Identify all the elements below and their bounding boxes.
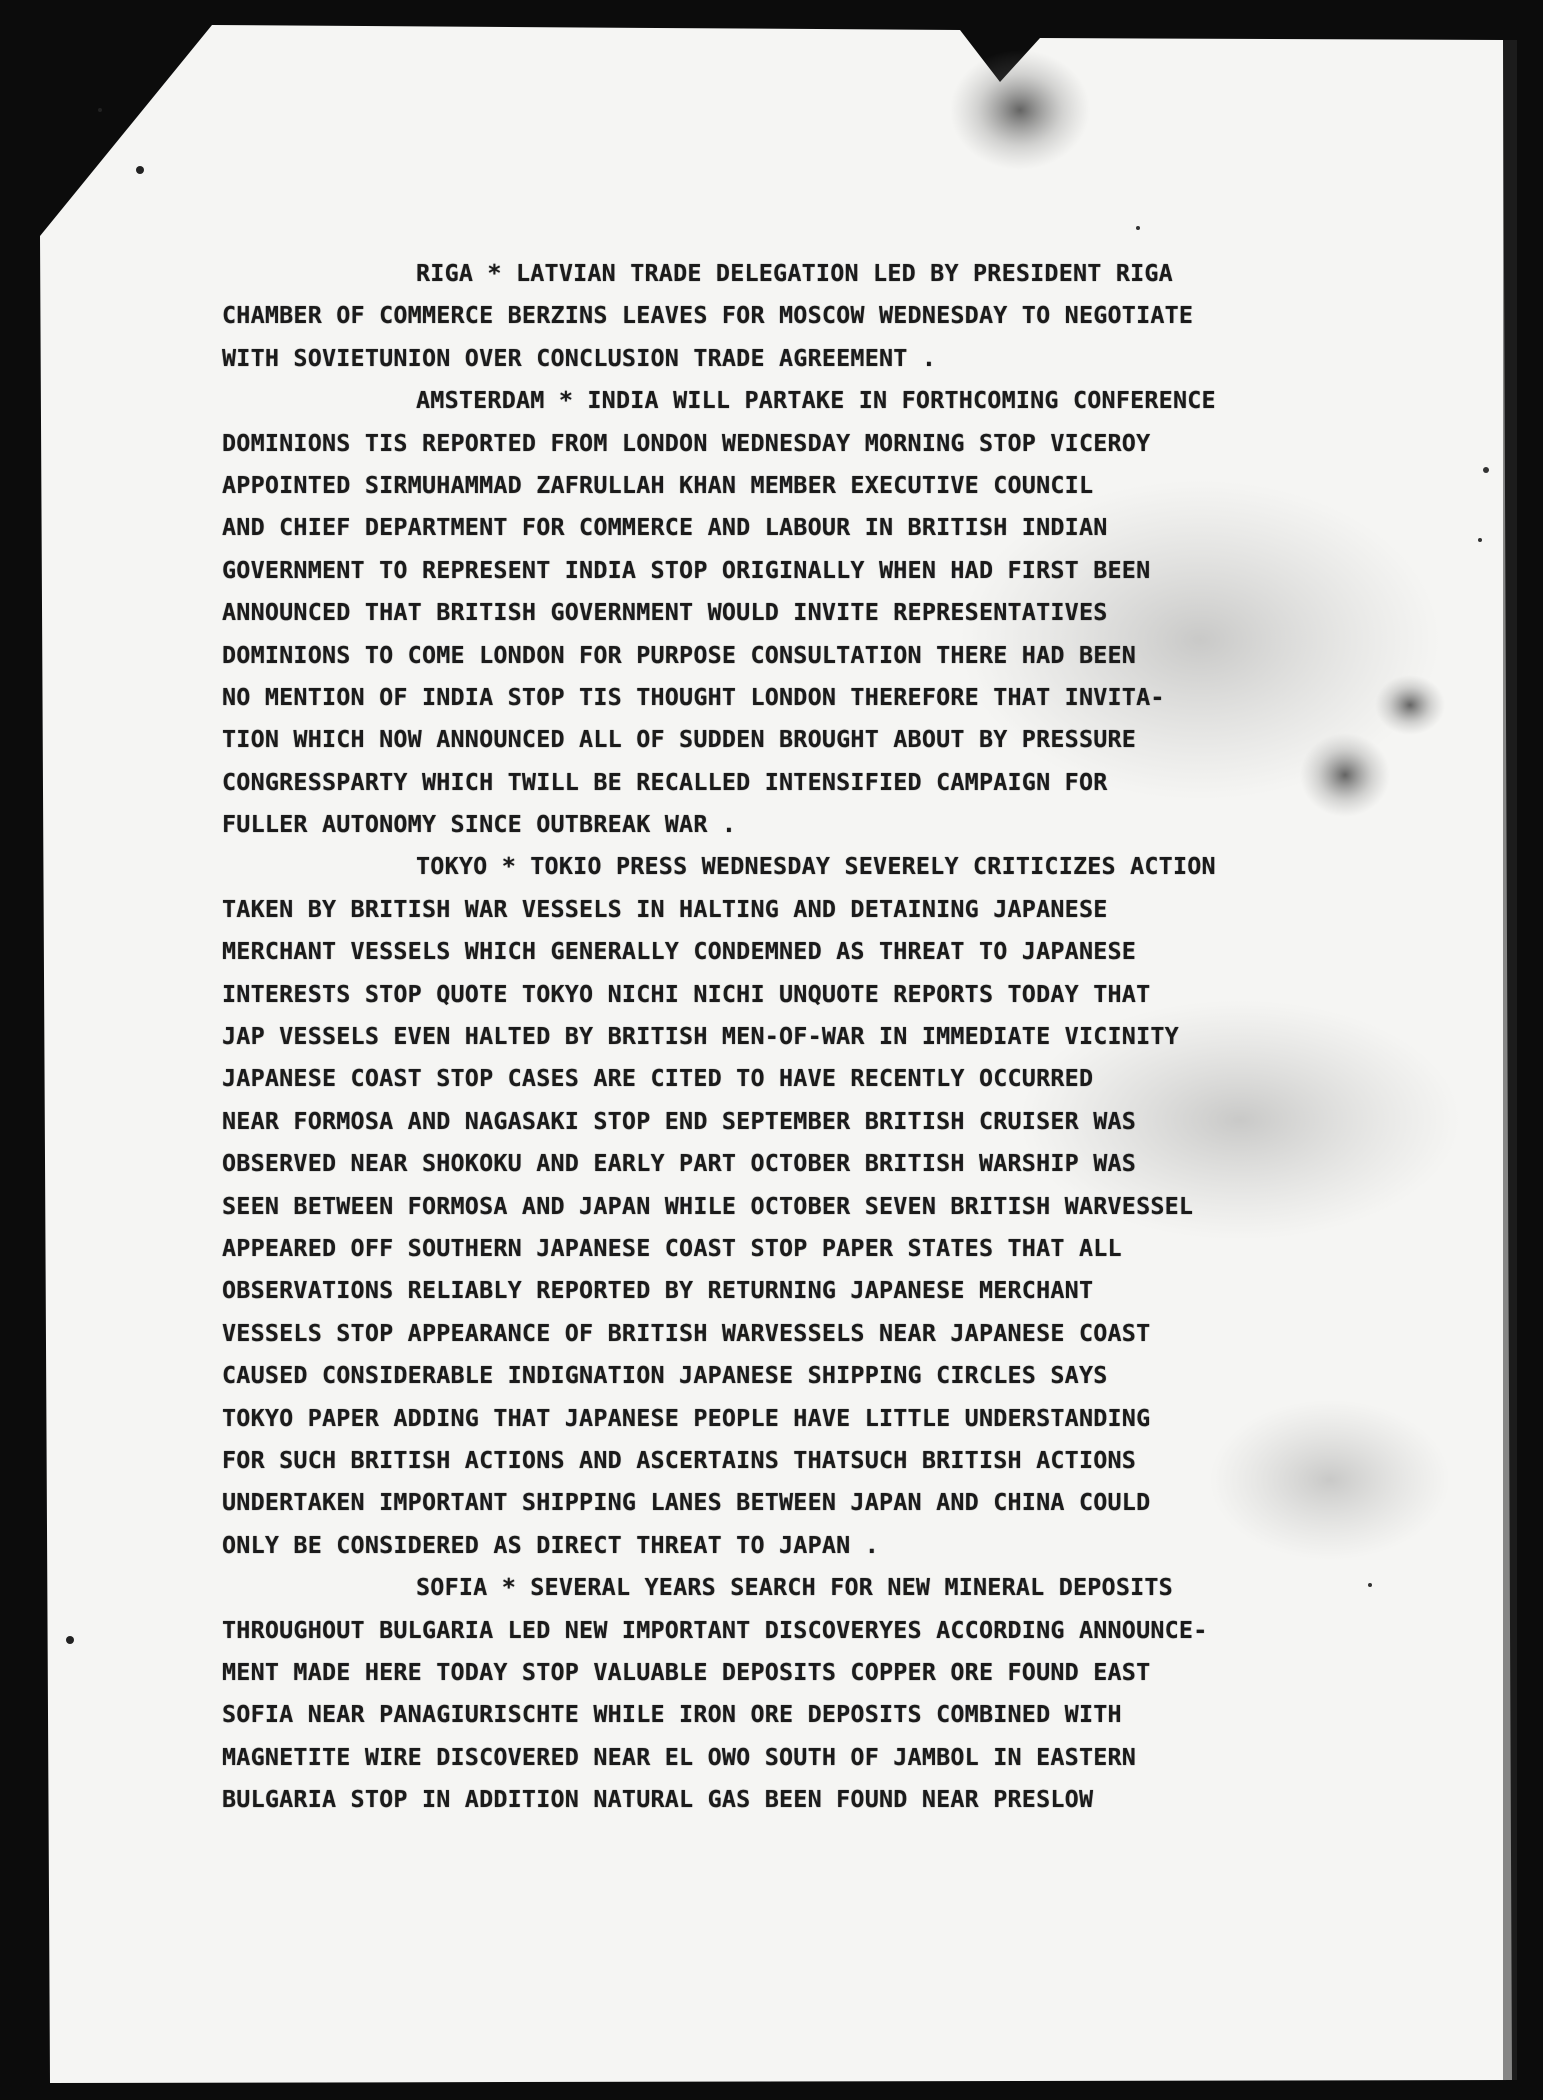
typewritten-body xyxy=(222,252,1422,1820)
dispatch-line: JAPANESE COAST STOP CASES ARE CITED TO HAVE RECENTLY OCCURRED xyxy=(222,1064,1094,1093)
dispatch-line: CHAMBER OF COMMERCE BERZINS LEAVES FOR MOSCOW WEDNESDAY TO NEGOTIATE xyxy=(222,301,1194,330)
dispatch-line: UNDERTAKEN IMPORTANT SHIPPING LANES BETWEEN JAPAN AND CHINA COULD xyxy=(222,1488,1151,1517)
dispatch-line: TION WHICH NOW ANNOUNCED ALL OF SUDDEN BROUGHT ABOUT BY PRESSURE xyxy=(222,725,1137,754)
dispatch-amsterdam xyxy=(222,379,1422,845)
dispatch-line: DOMINIONS TO COME LONDON FOR PURPOSE CONSULTATION THERE HAD BEEN xyxy=(222,640,1137,669)
dispatch-line: GOVERNMENT TO REPRESENT INDIA STOP ORIGINALLY WHEN HAD FIRST BEEN xyxy=(222,555,1151,584)
dispatch-line: MENT MADE HERE TODAY STOP VALUABLE DEPOSITS COPPER ORE FOUND EAST xyxy=(222,1657,1151,1686)
dispatch-line: OBSERVATIONS RELIABLY REPORTED BY RETURNING JAPANESE MERCHANT xyxy=(222,1276,1094,1305)
dispatch-line: OBSERVED NEAR SHOKOKU AND EARLY PART OCTOBER BRITISH WARSHIP WAS xyxy=(222,1149,1137,1178)
dispatch-sofia xyxy=(222,1566,1422,1820)
dispatch-line: JAP VESSELS EVEN HALTED BY BRITISH MEN-OF-WAR IN IMMEDIATE VICINITY xyxy=(222,1022,1179,1051)
ink-stain xyxy=(950,50,1090,170)
dispatch-line: VESSELS STOP APPEARANCE OF BRITISH WARVESSELS NEAR JAPANESE COAST xyxy=(222,1318,1151,1347)
dispatch-line: ONLY BE CONSIDERED AS DIRECT THREAT TO JAPAN . xyxy=(222,1530,879,1559)
dispatch-line: THROUGHOUT BULGARIA LED NEW IMPORTANT DISCOVERYES ACCORDING ANNOUNCE- xyxy=(222,1615,1208,1644)
dispatch-line: MAGNETITE WIRE DISCOVERED NEAR EL OWO SOUTH OF JAMBOL IN EASTERN xyxy=(222,1742,1137,1771)
dispatch-line: TAKEN BY BRITISH WAR VESSELS IN HALTING AND DETAINING JAPANESE xyxy=(222,894,1108,923)
dispatch-line: CAUSED CONSIDERABLE INDIGNATION JAPANESE SHIPPING CIRCLES SAYS xyxy=(222,1361,1108,1390)
dispatch-line: NO MENTION OF INDIA STOP TIS THOUGHT LONDON THEREFORE THAT INVITA- xyxy=(222,682,1165,711)
dispatch-line: APPEARED OFF SOUTHERN JAPANESE COAST STOP PAPER STATES THAT ALL xyxy=(222,1233,1122,1262)
dispatch-line: FOR SUCH BRITISH ACTIONS AND ASCERTAINS THATSUCH BRITISH ACTIONS xyxy=(222,1445,1137,1474)
dispatch-line: BULGARIA STOP IN ADDITION NATURAL GAS BEEN FOUND NEAR PRESLOW xyxy=(222,1785,1094,1814)
dispatch-line: DOMINIONS TIS REPORTED FROM LONDON WEDNESDAY MORNING STOP VICEROY xyxy=(222,428,1151,457)
dispatch-line: INTERESTS STOP QUOTE TOKYO NICHI NICHI UNQUOTE REPORTS TODAY THAT xyxy=(222,979,1151,1008)
dispatch-line: ANNOUNCED THAT BRITISH GOVERNMENT WOULD INVITE REPRESENTATIVES xyxy=(222,598,1108,627)
dispatch-line: SEEN BETWEEN FORMOSA AND JAPAN WHILE OCTOBER SEVEN BRITISH WARVESSEL xyxy=(222,1191,1194,1220)
dispatch-line: TOKYO PAPER ADDING THAT JAPANESE PEOPLE HAVE LITTLE UNDERSTANDING xyxy=(222,1403,1151,1432)
dispatch-line: APPOINTED SIRMUHAMMAD ZAFRULLAH KHAN MEMBER EXECUTIVE COUNCIL xyxy=(222,470,1094,499)
dispatch-tokyo xyxy=(222,845,1422,1566)
dispatch-heading-line: AMSTERDAM * INDIA WILL PARTAKE IN FORTHCOMING CONFERENCE xyxy=(416,386,1216,415)
dispatch-heading-line: TOKYO * TOKIO PRESS WEDNESDAY SEVERELY CRITICIZES ACTION xyxy=(416,852,1216,881)
dispatch-line: CONGRESSPARTY WHICH TWILL BE RECALLED INTENSIFIED CAMPAIGN FOR xyxy=(222,767,1108,796)
dispatch-line: SOFIA NEAR PANAGIURISCHTE WHILE IRON ORE DEPOSITS COMBINED WITH xyxy=(222,1700,1122,1729)
dispatch-line: WITH SOVIETUNION OVER CONCLUSION TRADE AGREEMENT . xyxy=(222,343,937,372)
dispatch-riga xyxy=(222,252,1422,379)
dispatch-heading-line: RIGA * LATVIAN TRADE DELEGATION LED BY PRESIDENT RIGA xyxy=(416,259,1173,287)
dispatch-line: MERCHANT VESSELS WHICH GENERALLY CONDEMNED AS THREAT TO JAPANESE xyxy=(222,937,1137,966)
dispatch-line: FULLER AUTONOMY SINCE OUTBREAK WAR . xyxy=(222,810,737,839)
dispatch-line: NEAR FORMOSA AND NAGASAKI STOP END SEPTEMBER BRITISH CRUISER WAS xyxy=(222,1106,1137,1135)
dispatch-heading-line: SOFIA * SEVERAL YEARS SEARCH FOR NEW MINERAL DEPOSITS xyxy=(416,1573,1173,1602)
dispatch-line: AND CHIEF DEPARTMENT FOR COMMERCE AND LABOUR IN BRITISH INDIAN xyxy=(222,513,1108,542)
